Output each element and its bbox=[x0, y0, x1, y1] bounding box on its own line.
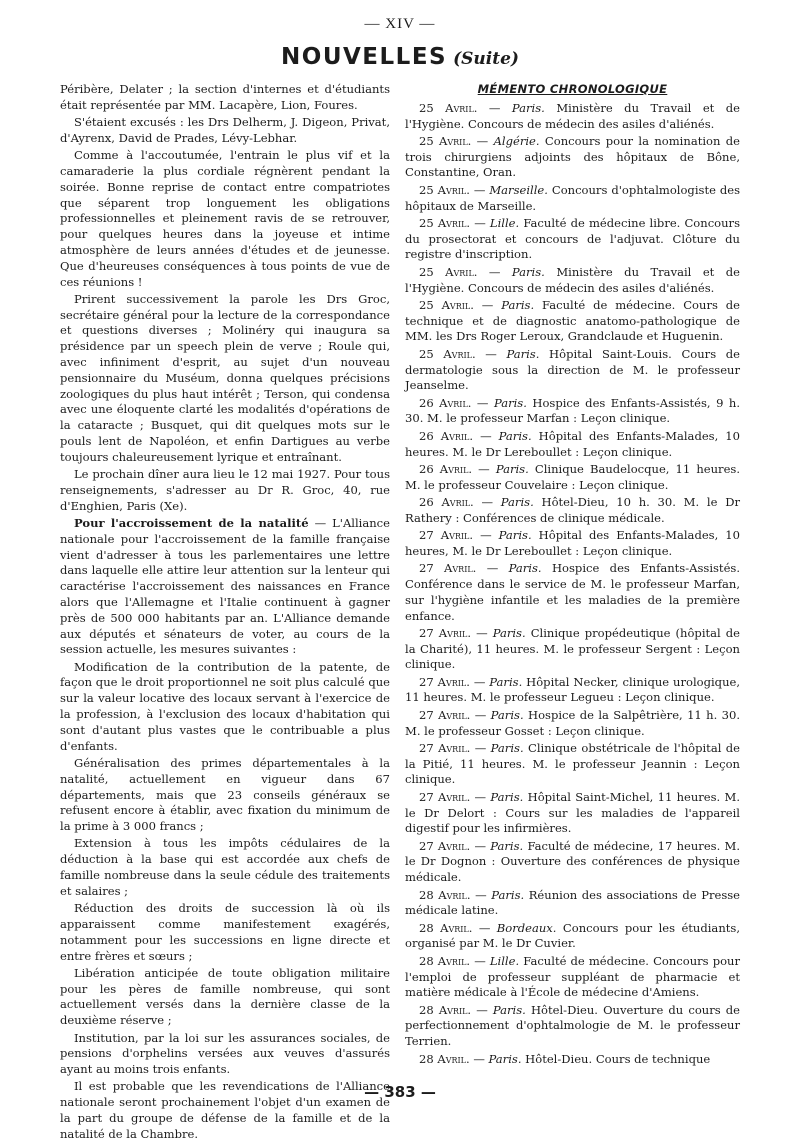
entry-city: Paris. bbox=[501, 297, 535, 312]
page-header bbox=[0, 44, 800, 70]
memento-entry: 27 Avril. — Paris. Clinique obstétricale de l'hôpital de la Pitié, 11 heures. M. le professeur Jeannin : Leçon clinique. bbox=[405, 740, 740, 787]
entry-date: 25 Avril. bbox=[419, 264, 478, 279]
entry-date: 26 Avril. bbox=[419, 494, 474, 509]
entry-date: 26 Avril. bbox=[419, 428, 474, 443]
memento-entry: 27 Avril. — Paris. Hôpital Necker, clinique urologique, 11 heures. M. le professeur Legueu : Leçon clinique. bbox=[405, 674, 741, 705]
memento-entry: 25 Avril. — Algérie. Concours pour la nomination de trois chirurgiens adjoints des hôpitaux de Bône, Constantine, Oran. bbox=[405, 133, 740, 180]
right-column bbox=[405, 82, 740, 1067]
memento-entry: 28 Avril. — Paris. Réunion des associations de Presse médicale latine. bbox=[405, 887, 741, 918]
memento-list bbox=[405, 101, 740, 1068]
entry-date: 25 Avril. bbox=[419, 297, 474, 312]
entry-text: Ministère du Travail et de l'Hygiène. Concours de médecin des asiles d'aliénés. bbox=[405, 100, 740, 131]
entry-city: Paris. bbox=[490, 789, 524, 804]
entry-city: Paris. bbox=[500, 494, 534, 509]
entry-date: 27 Avril. bbox=[419, 625, 472, 640]
entry-city: Paris. bbox=[491, 887, 525, 902]
memento-entry: 27 Avril. — Paris. Hospice de la Salpêtrière, 11 h. 30. M. le professeur Gosset : Leçon clinique. bbox=[405, 707, 740, 738]
memento-entry: 25 Avril. — Paris. Hôpital Saint-Louis. Cours de dermatologie sous la direction de M. le professeur Jeanselme. bbox=[405, 346, 740, 393]
paragraph: Extension à tous les impôts cédulaires de la déduction à la base qui est accordée aux chefs de famille nombreuse dans la seule cédule des traitements et salaires ; bbox=[60, 836, 390, 898]
memento-entry: 28 Avril. — Paris. Hôtel-Dieu. Cours de technique bbox=[419, 1051, 711, 1066]
memento-entry: 25 Avril. — Paris. Ministère du Travail et de l'Hygiène. Concours de médecin des asiles d'aliénés. bbox=[405, 100, 740, 131]
paragraph: Il est probable que les revendications de l'Alliance nationale seront prochainement l'objet d'un examen de la part du groupe de défense de la famille et de la natalité de la Chambre. bbox=[60, 1079, 390, 1141]
memento-entry: 28 Avril. — Paris. Hôtel-Dieu. Ouverture du cours de perfectionnement d'ophtalmologie de M. le professeur Terrien. bbox=[405, 1002, 741, 1049]
paragraph: Comme à l'accoutumée, l'entrain le plus vif et la camaraderie la plus cordiale régnèrent pendant la soirée. Bonne reprise de contact entre compatriotes que séparent trop longuement les obligations professionnelles et pleinement ravis de se retrouver, pour quelques heures dans la joyeuse et intime atmosphère de leurs années d'études et de jeunesse. Que d'heureuses conséquences à tous points de vue de ces réunions ! bbox=[60, 148, 390, 289]
memento-entry: 25 Avril. — Paris. Ministère du Travail et de l'Hygiène. Concours de médecin des asiles d'aliénés. bbox=[405, 264, 740, 295]
entry-city: Paris. bbox=[508, 561, 542, 576]
entry-city: Paris. bbox=[492, 625, 526, 640]
entry-date: 25 Avril. bbox=[419, 100, 478, 115]
entry-text: Hôtel-Dieu, 10 h. 30. M. le Dr Rathery : Conférences de clinique médicale. bbox=[405, 494, 740, 525]
entry-date: 25 Avril. bbox=[419, 182, 470, 197]
memento-entry: 27 Avril. — Paris. Hôpital des Enfants-Malades, 10 heures, M. le Dr Lereboullet : Leçon clinique. bbox=[405, 528, 740, 558]
paragraph: Institution, par la loi sur les assurances sociales, de pensions d'orphelins versées aux veuves d'assurés ayant au moins trois enfants. bbox=[60, 1030, 390, 1077]
entry-text: Hospice des Enfants-Assistés, 9 h. 30. M. le professeur Marfan : Leçon clinique. bbox=[405, 395, 740, 426]
entry-city: Paris. bbox=[498, 528, 532, 543]
page-title: NOUVELLES bbox=[281, 44, 448, 70]
entry-city: Bordeaux. bbox=[496, 920, 557, 935]
entry-date: 26 Avril. bbox=[419, 395, 472, 410]
entry-date: 25 Avril. bbox=[419, 133, 472, 148]
running-folio: — XIV — bbox=[364, 16, 436, 32]
entry-date: 27 Avril. bbox=[419, 838, 471, 853]
entry-date: 27 Avril. bbox=[419, 561, 477, 576]
paragraph: Prirent successivement la parole les Drs Groc, secrétaire général pour la lecture de la correspondance et questions diverses ; Molinéry qui inaugura sa présidence par un speech plein de verve ; Roule qui, avec infiniment d'esprit, au sujet d'un nouveau pensionnaire du Muséum, donna quelques précisions zoologiques du plus haut intérêt ; Terson, qui condensa avec une éloquente clarté les modalités d'opérations de la cataracte ; Busquet, qui dit quelques mots sur le pouls lent de Napoléon, et enfin Dartigues au verbe toujours chaleureusement lyrique et entraînant. bbox=[60, 291, 390, 464]
entry-text: Hôpital des Enfants-Malades, 10 heures, M. le Dr Lereboullet : Leçon clinique. bbox=[405, 528, 740, 558]
entry-city: Paris. bbox=[506, 346, 540, 361]
entry-city: Paris. bbox=[488, 1051, 522, 1066]
entry-city: Paris. bbox=[489, 674, 523, 689]
memento-entry: 26 Avril. — Paris. Clinique Baudelocque, 11 heures. M. le professeur Couvelaire : Leçon clinique. bbox=[405, 461, 740, 492]
memento-entry: 28 Avril. — Lille. Faculté de médecine. Concours pour l'emploi de professeur suppléant de pharmacie et matière médicale à l'École de médecine d'Amiens. bbox=[405, 953, 740, 1000]
entry-city: Paris. bbox=[498, 428, 532, 443]
entry-city: Algérie. bbox=[493, 133, 540, 148]
left-column bbox=[60, 82, 390, 1143]
page-number: — 383 — bbox=[364, 1083, 436, 1101]
memento-title: MÉMENTO CHRONOLOGIQUE bbox=[477, 82, 668, 96]
memento-entry: 27 Avril. — Paris. Hôpital Saint-Michel, 11 heures. M. le Dr Delort : Cours sur les maladies de l'appareil digestif pour les infirmières. bbox=[405, 789, 741, 836]
entry-date: 28 Avril. bbox=[419, 1002, 472, 1017]
memento-entry: 26 Avril. — Paris. Hôtel-Dieu, 10 h. 30. M. le Dr Rathery : Conférences de clinique médicale. bbox=[405, 494, 740, 525]
entry-text: Faculté de médecine. Cours de technique et de diagnostic anatomo-pathologique de MM. les Drs Roger Leroux, Grandclaude et Huguenin. bbox=[405, 297, 741, 344]
entry-date: 26 Avril. bbox=[419, 461, 473, 476]
entry-text: Concours pour les étudiants, organisé par M. le Dr Cuvier. bbox=[405, 920, 740, 951]
entry-text: Faculté de médecine, 17 heures. M. le Dr Dognon : Ouverture des conférences de physique médicale. bbox=[405, 838, 740, 885]
entry-text: Clinique propédeutique (hôpital de la Charité), 11 heures. M. le professeur Sergent : Leçon clinique. bbox=[405, 625, 741, 672]
entry-text: Clinique obstétricale de l'hôpital de la Pitié, 11 heures. M. le professeur Jeannin : Leçon clinique. bbox=[405, 740, 740, 787]
entry-text: Clinique Baudelocque, 11 heures. M. le professeur Couvelaire : Leçon clinique. bbox=[405, 461, 740, 492]
entry-date: 27 Avril. bbox=[419, 740, 471, 755]
entry-city: Paris. bbox=[493, 395, 527, 410]
entry-text: Faculté de médecine. Concours pour l'emploi de professeur suppléant de pharmacie et matière médicale à l'École de médecine d'Amiens. bbox=[405, 953, 740, 1000]
page-subtitle: (Suite) bbox=[453, 49, 519, 69]
natalite-heading: Pour l'accroissement de la natalité bbox=[74, 516, 309, 531]
entry-date: 27 Avril. bbox=[419, 528, 474, 543]
entry-text: Hôpital Necker, clinique urologique, 11 heures. M. le professeur Legueu : Leçon clinique. bbox=[405, 674, 741, 705]
entry-text: Hôpital Saint-Michel, 11 heures. M. le Dr Delort : Cours sur les maladies de l'appareil digestif pour les infirmières. bbox=[405, 789, 741, 836]
entry-text: Concours d'ophtalmologiste des hôpitaux de Marseille. bbox=[405, 182, 740, 213]
entry-date: 27 Avril. bbox=[419, 707, 471, 722]
entry-city: Paris. bbox=[490, 740, 524, 755]
memento-entry: 25 Avril. — Lille. Faculté de médecine libre. Concours du prosectorat et concours de l'adjuvat. Clôture du registre d'inscription. bbox=[405, 215, 740, 262]
entry-city: Paris. bbox=[511, 264, 545, 279]
entry-text: Faculté de médecine libre. Concours du prosectorat et concours de l'adjuvat. Clôture du registre d'inscription. bbox=[405, 215, 740, 262]
memento-entry: 26 Avril. — Paris. Hôpital des Enfants-Malades, 10 heures. M. le Dr Lereboullet : Leçon clinique. bbox=[405, 428, 740, 459]
paragraph: Modification de la contribution de la patente, de façon que le droit proportionnel ne soit plus calculé que sur la valeur locative des locaux servant à l'exercice de la profession, à l'exclusion des locaux d'habitation qui sont d'autant plus vastes que le contribuable a plus d'enfants. bbox=[60, 659, 390, 753]
natalite-text: — L'Alliance nationale pour l'accroissement de la famille française vient d'adresser à tous les parlementaires une lettre dans laquelle elle attire leur attention sur la lenteur qui caractérise l'accroissement des naissances en France alors que l'Allemagne et l'Italie continuent à gagner près de 500 000 habitants par an. L'Alliance demande aux députés et sénateurs de voter, au cours de la session actuelle, les mesures suivantes : bbox=[60, 516, 390, 657]
entry-city: Paris. bbox=[490, 707, 524, 722]
paragraph: Libération anticipée de toute obligation militaire pour les pères de famille nombreuse, qui sont actuellement versés dans la dernière classe de la deuxième réserve ; bbox=[60, 965, 390, 1028]
entry-date: 25 Avril. bbox=[419, 215, 471, 230]
entry-date: 27 Avril. bbox=[419, 674, 470, 689]
entry-date: 28 Avril. bbox=[419, 953, 471, 968]
entry-date: 25 Avril. bbox=[419, 346, 476, 361]
entry-city: Paris. bbox=[490, 838, 524, 853]
entry-city: Marseille. bbox=[489, 182, 548, 197]
paragraph: S'étaient excusés : les Drs Delherm, J. Digeon, Privat, d'Ayrenx, David de Prades, Lévy-Lebhar. bbox=[60, 115, 390, 145]
memento-entry: 28 Avril. — Bordeaux. Concours pour les étudiants, organisé par M. le Dr Cuvier. bbox=[405, 920, 740, 951]
entry-text: Hospice de la Salpêtrière, 11 h. 30. M. le professeur Gosset : Leçon clinique. bbox=[405, 707, 740, 738]
entry-date: 28 Avril. bbox=[419, 920, 473, 935]
entry-text: Hospice des Enfants-Assistés. Conférence dans le service de M. le professeur Marfan, sur l'hygiène infantile et les maladies de la première enfance. bbox=[405, 561, 741, 623]
paragraph: Péribère, Delater ; la section d'internes et d'étudiants était représentée par MM. Lacapère, Lion, Foures. bbox=[60, 82, 390, 112]
entry-date: 28 Avril. bbox=[419, 887, 471, 902]
entry-date: 28 Avril. bbox=[419, 1051, 470, 1066]
entry-city: Lille. bbox=[489, 953, 520, 968]
memento-entry: 26 Avril. — Paris. Hospice des Enfants-Assistés, 9 h. 30. M. le professeur Marfan : Leçon clinique. bbox=[405, 395, 740, 426]
entry-city: Paris. bbox=[495, 461, 529, 476]
entry-text: Concours pour la nomination de trois chirurgiens adjoints des hôpitaux de Bône, Constantine, Oran. bbox=[405, 133, 740, 180]
entry-city: Paris. bbox=[492, 1002, 526, 1017]
paragraph: Le prochain dîner aura lieu le 12 mai 1927. Pour tous renseignements, s'adresser au Dr R. Groc, 40, rue d'Enghien, Paris (Xe). bbox=[60, 467, 390, 513]
memento-entry: 27 Avril. — Paris. Clinique propédeutique (hôpital de la Charité), 11 heures. M. le professeur Sergent : Leçon clinique. bbox=[405, 625, 741, 672]
entry-text: Ministère du Travail et de l'Hygiène. Concours de médecin des asiles d'aliénés. bbox=[405, 264, 740, 295]
entry-text: Hôtel-Dieu. Cours de technique bbox=[521, 1051, 711, 1066]
entry-city: Lille. bbox=[489, 215, 520, 230]
natalite-paragraph bbox=[60, 516, 390, 658]
entry-city: Paris. bbox=[511, 100, 545, 115]
entry-date: 27 Avril. bbox=[419, 789, 471, 804]
entry-text: Hôpital Saint-Louis. Cours de dermatologie sous la direction de M. le professeur Jeanselme. bbox=[405, 346, 740, 393]
memento-entry: 27 Avril. — Paris. Hospice des Enfants-Assistés. Conférence dans le service de M. le professeur Marfan, sur l'hygiène infantile et les maladies de la première enfance. bbox=[405, 561, 741, 623]
paragraph: Généralisation des primes départementales à la natalité, actuellement en vigueur dans 67 départements, mais que 23 conseils généraux se refusent encore à établir, avec fixation du minimum de la prime à 3 000 francs ; bbox=[60, 755, 390, 834]
memento-entry: 25 Avril. — Marseille. Concours d'ophtalmologiste des hôpitaux de Marseille. bbox=[405, 182, 740, 213]
entry-text: Hôpital des Enfants-Malades, 10 heures. M. le Dr Lereboullet : Leçon clinique. bbox=[405, 428, 740, 459]
paragraph: Réduction des droits de succession là où ils apparaissent comme manifestement exagérés, notamment pour les successions en ligne directe et entre frères et sœurs ; bbox=[60, 901, 390, 963]
memento-entry: 27 Avril. — Paris. Faculté de médecine, 17 heures. M. le Dr Dognon : Ouverture des conférences de physique médicale. bbox=[405, 838, 740, 885]
entry-text: Hôtel-Dieu. Ouverture du cours de perfectionnement d'ophtalmologie de M. le professeur Terrien. bbox=[405, 1002, 741, 1049]
entry-text: Réunion des associations de Presse médicale latine. bbox=[405, 887, 741, 918]
memento-entry: 25 Avril. — Paris. Faculté de médecine. Cours de technique et de diagnostic anatomo-pathologique de MM. les Drs Roger Leroux, Grandclaude et Huguenin. bbox=[405, 297, 741, 344]
